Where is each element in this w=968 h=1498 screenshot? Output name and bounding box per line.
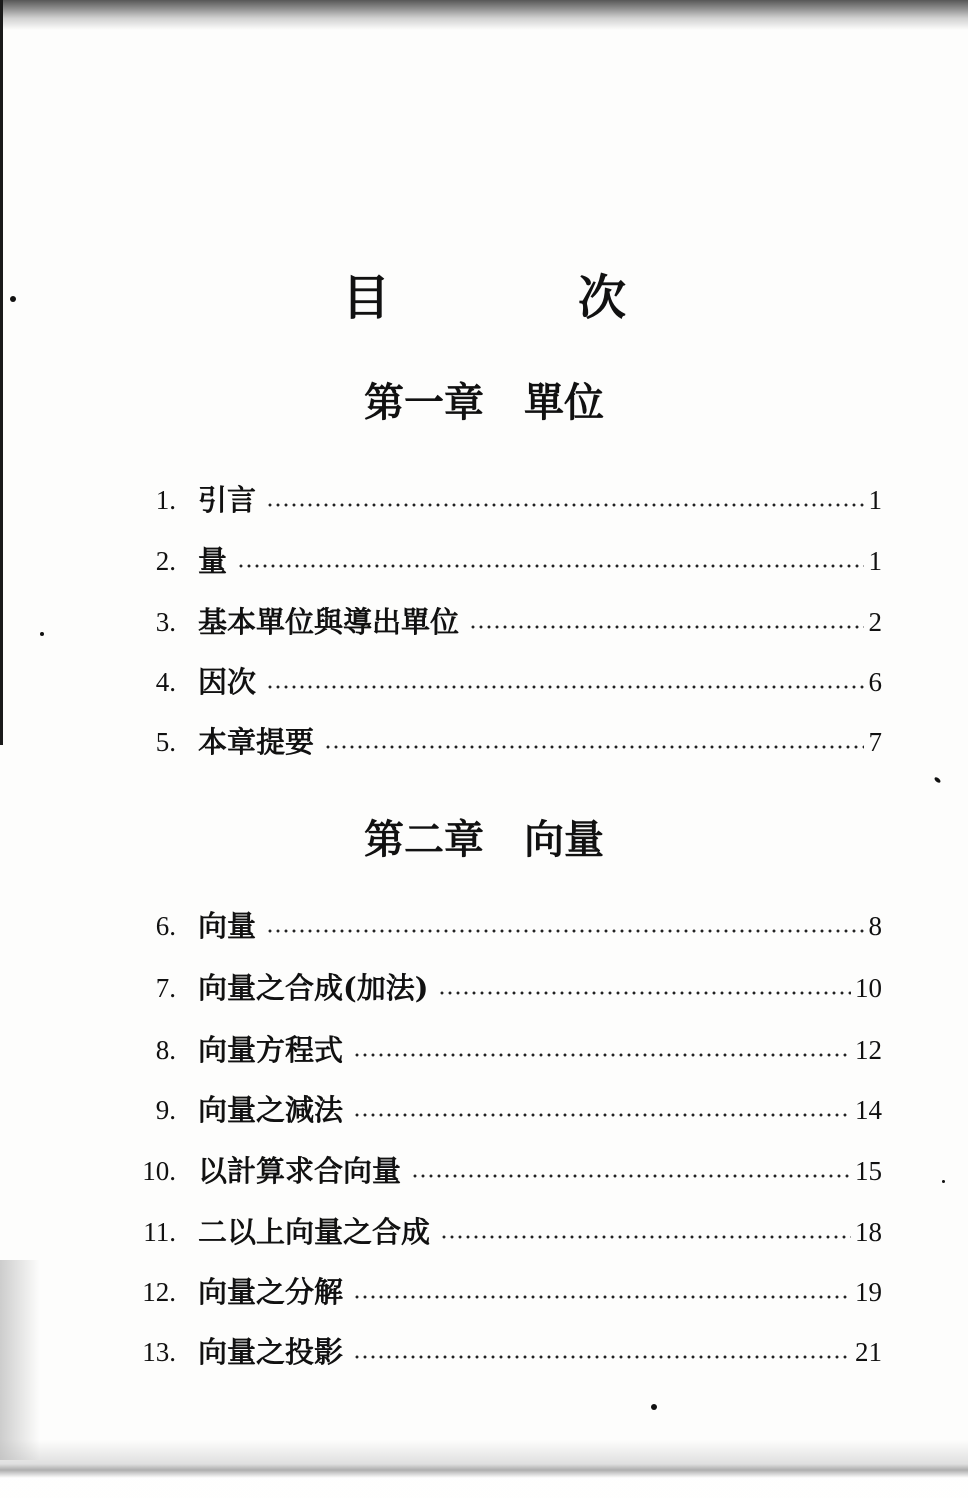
toc-entry[interactable] [100, 541, 882, 581]
scan-speck [934, 776, 942, 784]
entry-title: 因次 [198, 665, 257, 699]
dot-leader [266, 502, 864, 508]
toc-entry[interactable] [100, 722, 882, 762]
scan-edge-top [0, 0, 968, 30]
dot-leader [353, 1052, 851, 1058]
scan-speck [651, 1404, 657, 1410]
entry-page-number: 6 [868, 667, 882, 697]
toc-entry[interactable] [100, 480, 882, 520]
entry-number: 12. [142, 1277, 176, 1307]
dot-leader [469, 624, 864, 630]
toc-entry[interactable] [100, 906, 882, 946]
scan-edge-left [0, 0, 3, 745]
entry-title: 基本單位與導出單位 [198, 605, 460, 639]
toc-entry[interactable] [100, 968, 882, 1008]
entry-number: 11. [143, 1217, 176, 1247]
entry-title: 向量之減法 [198, 1093, 344, 1127]
scan-edge-bottom-left [0, 1260, 40, 1460]
entry-page-number: 10 [855, 973, 882, 1003]
entry-page-number: 2 [868, 607, 882, 637]
dot-leader [324, 744, 864, 750]
dot-leader [353, 1294, 851, 1300]
entry-page-number: 15 [855, 1156, 882, 1186]
dot-leader [353, 1112, 851, 1118]
entry-number: 7. [155, 973, 176, 1003]
entry-page-number: 14 [855, 1095, 882, 1125]
entry-number: 4. [155, 667, 176, 697]
dot-leader [266, 684, 864, 690]
dot-leader [353, 1354, 851, 1360]
entry-title: 向量方程式 [198, 1033, 344, 1067]
entry-number: 8. [155, 1035, 176, 1065]
entry-number: 5. [155, 727, 176, 757]
entry-page-number: 12 [855, 1035, 882, 1065]
page-title: 目 次 [341, 270, 696, 326]
entry-number: 2. [155, 546, 176, 576]
entry-title: 向量之分解 [198, 1275, 344, 1309]
entry-number: 6. [155, 911, 176, 941]
entry-page-number: 7 [868, 727, 882, 757]
entry-title: 以計算求合向量 [198, 1154, 402, 1188]
dot-leader [411, 1173, 851, 1179]
entry-number: 13. [142, 1337, 176, 1367]
toc-entry[interactable] [100, 662, 882, 702]
dot-leader [237, 563, 864, 569]
entry-page-number: 1 [868, 485, 882, 515]
entry-title: 向量之合成(加法) [198, 971, 429, 1005]
chapter-heading: 第一章 單位 [364, 379, 604, 426]
toc-entry[interactable] [100, 1090, 882, 1130]
entry-title: 向量之投影 [198, 1335, 344, 1369]
entry-title: 二以上向量之合成 [198, 1215, 431, 1249]
entry-page-number: 18 [855, 1217, 882, 1247]
entry-number: 1. [155, 485, 176, 515]
entry-number: 3. [155, 607, 176, 637]
scan-edge-bottom [0, 1440, 968, 1498]
toc-entry[interactable] [100, 1332, 882, 1372]
entry-number: 9. [155, 1095, 176, 1125]
scan-speck [40, 632, 44, 636]
entry-page-number: 21 [855, 1337, 882, 1367]
scan-speck [942, 1180, 945, 1183]
entry-title: 量 [198, 544, 228, 578]
toc-entry[interactable] [100, 1212, 882, 1252]
toc-entry[interactable] [100, 1030, 882, 1070]
entry-title: 向量 [198, 909, 257, 943]
entry-page-number: 8 [868, 911, 882, 941]
entry-title: 本章提要 [198, 725, 315, 759]
toc-entry[interactable] [100, 1272, 882, 1312]
chapter-heading: 第二章 向量 [364, 816, 604, 863]
dot-leader [438, 990, 851, 996]
dot-leader [440, 1234, 851, 1240]
entry-page-number: 1 [868, 546, 882, 576]
entry-title: 引言 [198, 483, 257, 517]
dot-leader [266, 928, 864, 934]
entry-page-number: 19 [855, 1277, 882, 1307]
entry-number: 10. [142, 1156, 176, 1186]
toc-entry[interactable] [100, 1151, 882, 1191]
toc-entry[interactable] [100, 602, 882, 642]
